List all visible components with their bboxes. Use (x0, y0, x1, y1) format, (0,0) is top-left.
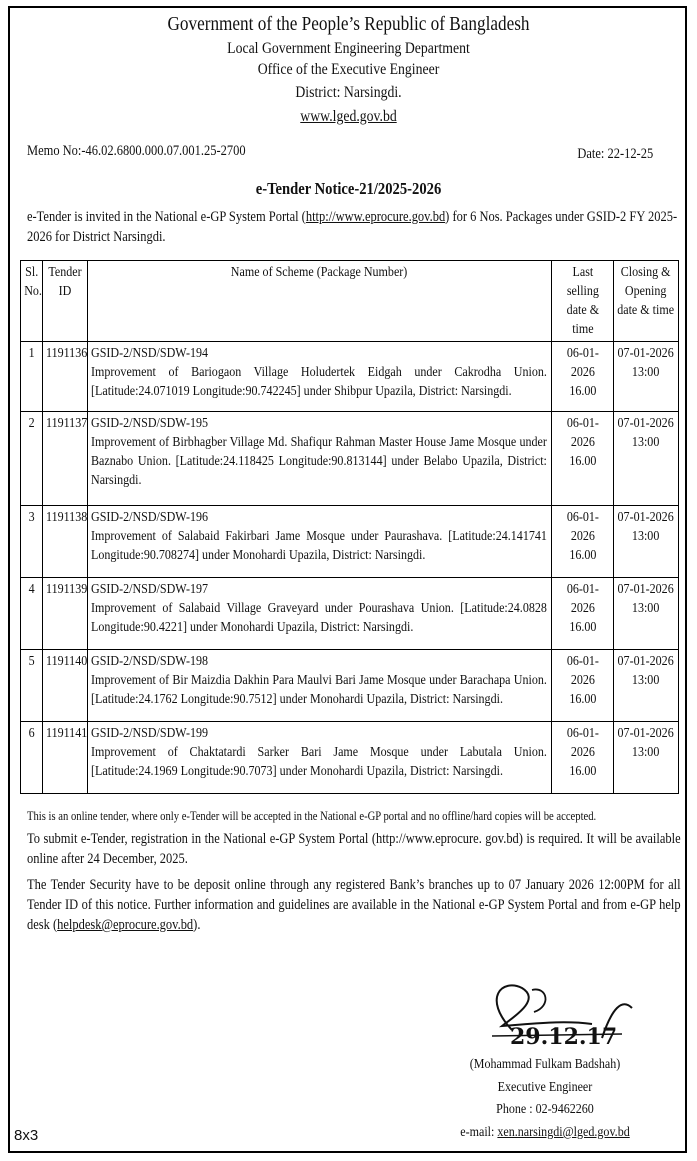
row-last-selling: 06-01-2026 16.00 (552, 650, 614, 722)
row-tender-id: 1191138 (43, 506, 88, 578)
row-last-selling: 06-01-2026 16.00 (552, 342, 614, 412)
footer-online-tender-note: This is an online tender, where only e-Tender will be accepted in the National e-GP portal and no offline/hard copies will be accepted. (27, 808, 597, 823)
notice-date: Date: 22-12-25 (577, 146, 653, 162)
header-sl: Sl. No. (21, 261, 43, 342)
intro-text-post: ) for 6 Nos. Packages under GSID-2 FY 2025-2026 for District Narsingdi. (27, 209, 678, 245)
memo-number: Memo No:-46.02.6800.000.07.001.25-2700 (27, 143, 246, 159)
row-sl: 4 (21, 578, 43, 650)
signatory-email: e-mail: xen.narsingdi@lged.gov.bd (460, 1125, 630, 1140)
row-closing-opening: 07-01-2026 13:00 (614, 722, 679, 794)
row-last-selling: 06-01-2026 16.00 (552, 578, 614, 650)
table-row (21, 578, 679, 650)
row-sl: 2 (21, 412, 43, 506)
table-row (21, 722, 679, 794)
row-package-number: GSID-2/NSD/SDW-198 (91, 654, 209, 669)
header-tender-id: Tender ID (43, 261, 88, 342)
header-website-link[interactable]: www.lged.gov.bd (300, 108, 397, 125)
intro-paragraph (27, 207, 681, 247)
row-scheme (88, 578, 552, 650)
row-tender-id: 1191140 (43, 650, 88, 722)
row-closing-opening: 07-01-2026 13:00 (614, 506, 679, 578)
row-tender-id: 1191141 (43, 722, 88, 794)
table-row (21, 506, 679, 578)
header-district: District: Narsingdi. (295, 84, 402, 101)
signatory-title: Executive Engineer (497, 1080, 593, 1095)
signatory-phone: Phone : 02-9462260 (496, 1102, 594, 1117)
row-package-number: GSID-2/NSD/SDW-195 (91, 416, 209, 431)
row-scheme (88, 342, 552, 412)
footer-registration-note: To submit e-Tender, registration in the National e-GP System Portal (http://www.eprocure. gov.bd) is required. It will be available online after 24 December, 2025. (27, 831, 681, 867)
footer-security-note: The Tender Security have to be deposit online through any registered Bank’s branches up to 07 January 2026 12:00PM for all Tender ID of this notice. Further information and guidelines are available in the National e-GP System Portal and from e-GP help desk (helpdesk@eprocure.gov.bd). (27, 877, 681, 933)
row-package-number: GSID-2/NSD/SDW-197 (91, 582, 209, 597)
tender-table (20, 260, 679, 794)
header-department: Local Government Engineering Department (227, 40, 470, 57)
row-sl: 5 (21, 650, 43, 722)
signature-handwritten-date: 29.12.17 (510, 1024, 618, 1050)
header-closing-opening: Closing & Opening date & time (614, 261, 679, 342)
header-last-selling: Last selling date & time (552, 261, 614, 342)
row-scheme (88, 412, 552, 506)
corner-stamp: 8x3 (14, 1127, 39, 1144)
row-closing-opening: 07-01-2026 13:00 (614, 650, 679, 722)
notice-title: e-Tender Notice-21/2025-2026 (255, 179, 442, 198)
row-last-selling: 06-01-2026 16.00 (552, 722, 614, 794)
helpdesk-email-link[interactable]: helpdesk@eprocure.gov.bd (57, 917, 194, 933)
row-description: Improvement of Birbhagber Village Md. Shafiqur Rahman Master House Jame Mosque under Baznabo Union. [Latitude:24.118425 Longitude:90.813144] under Belabo Upazila, District: Narsingdi. (91, 435, 547, 488)
header-office: Office of the Executive Engineer (257, 61, 440, 78)
row-sl: 3 (21, 506, 43, 578)
row-tender-id: 1191139 (43, 578, 88, 650)
row-last-selling: 06-01-2026 16.00 (552, 412, 614, 506)
eprocure-link[interactable]: http://www.eprocure.gov.bd (305, 209, 446, 225)
row-package-number: GSID-2/NSD/SDW-194 (91, 346, 209, 361)
footer (27, 806, 681, 935)
row-package-number: GSID-2/NSD/SDW-196 (91, 510, 209, 525)
row-scheme (88, 506, 552, 578)
row-closing-opening: 07-01-2026 13:00 (614, 412, 679, 506)
row-scheme (88, 650, 552, 722)
table-row (21, 342, 679, 412)
row-package-number: GSID-2/NSD/SDW-199 (91, 726, 209, 741)
row-tender-id: 1191136 (43, 342, 88, 412)
intro-text-pre: e-Tender is invited in the National e-GP System Portal ( (27, 209, 306, 225)
row-sl: 6 (21, 722, 43, 794)
signatory-email-link[interactable]: xen.narsingdi@lged.gov.bd (497, 1125, 630, 1140)
row-description: Improvement of Salabaid Fakirbari Jame Mosque under Paurashava. [Latitude:24.141741 Longitude:90.708274] under Monohardi Upazila, District: Narsingdi. (91, 529, 547, 563)
table-row (21, 650, 679, 722)
table-row (21, 412, 679, 506)
table-header-row (21, 261, 679, 342)
row-description: Improvement of Salabaid Village Graveyard under Pourashava Union. [Latitude:24.0828 Longitude:90.4221] under Monohardi Upazila, District: Narsingdi. (91, 601, 547, 635)
row-tender-id: 1191137 (43, 412, 88, 506)
row-description: Improvement of Bariogaon Village Holudertek Eidgah under Cakrodha Union. [Latitude:24.071019 Longitude:90.742245] under Shibpur Upazila, District: Narsingdi. (91, 365, 547, 399)
row-description: Improvement of Bir Maizdia Dakhin Para Maulvi Bari Jame Mosque under Barachapa Union. [Latitude:24.1762 Longitude:90.7512] under Monohardi Upazila, District: Narsingdi. (91, 673, 547, 707)
signatory-name: (Mohammad Fulkam Badshah) (469, 1057, 621, 1072)
row-last-selling: 06-01-2026 16.00 (552, 506, 614, 578)
header-government: Government of the People’s Republic of Bangladesh (167, 13, 530, 35)
signature-image (472, 978, 642, 1058)
row-sl: 1 (21, 342, 43, 412)
row-closing-opening: 07-01-2026 13:00 (614, 342, 679, 412)
row-description: Improvement of Chaktatardi Sarker Bari Jame Mosque under Labutala Union. [Latitude:24.1969 Longitude:90.7073] under Monohardi Upazila, District: Narsingdi. (91, 745, 547, 779)
row-scheme (88, 722, 552, 794)
row-closing-opening: 07-01-2026 13:00 (614, 578, 679, 650)
header-scheme: Name of Scheme (Package Number) (88, 261, 552, 342)
